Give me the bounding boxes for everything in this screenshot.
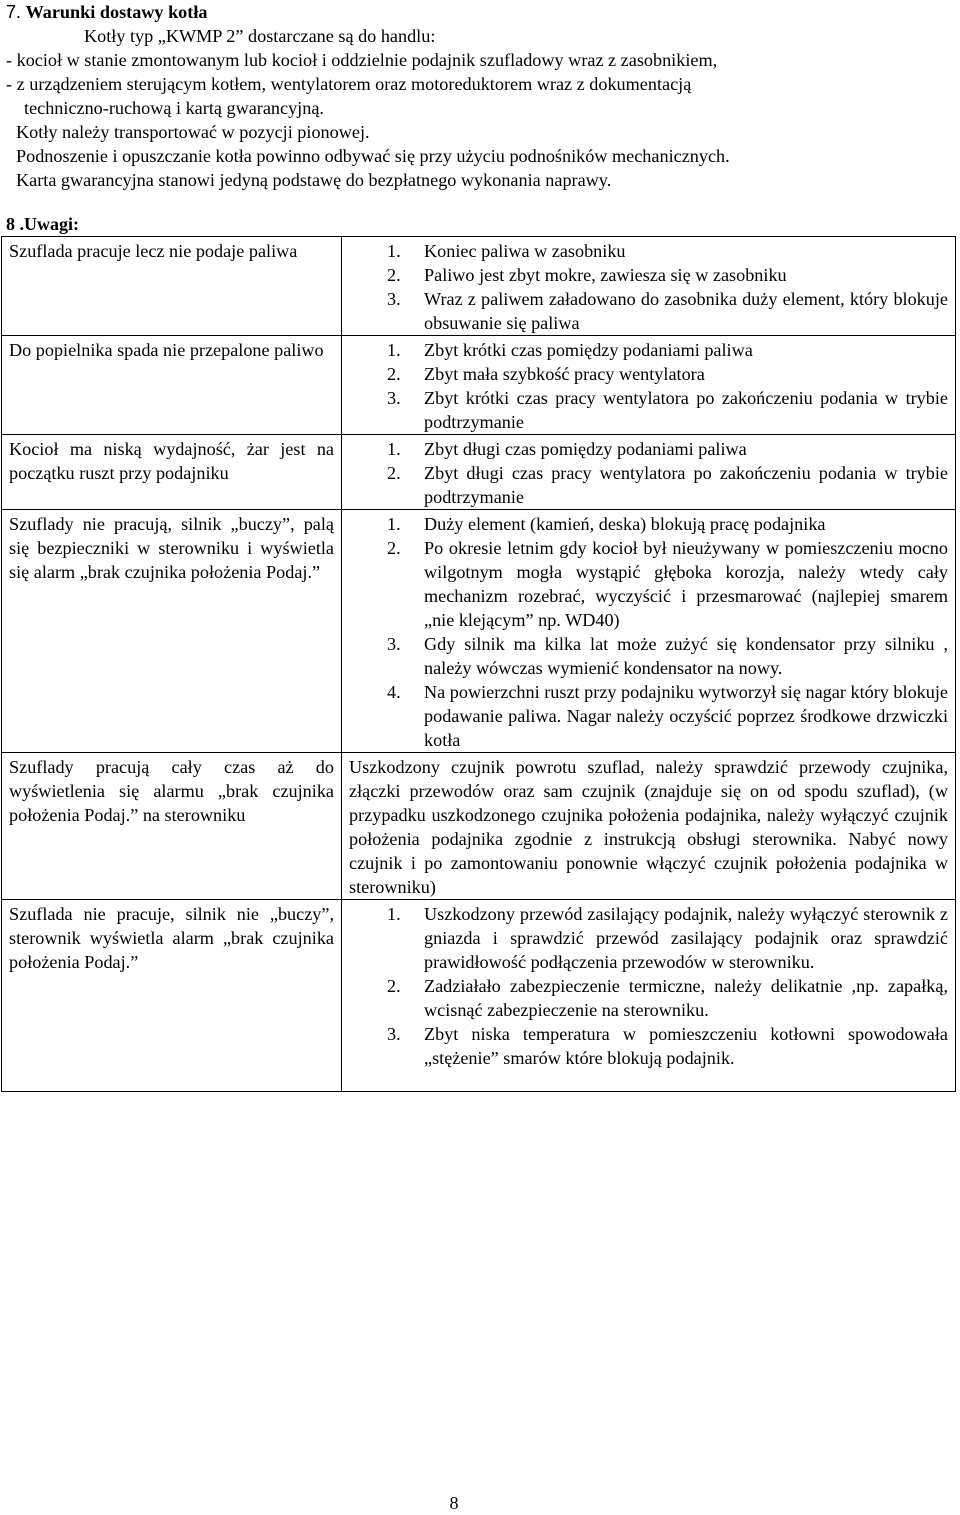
list-item: [349, 1022, 948, 1070]
cause-cell: [342, 435, 956, 510]
item-number: 2.: [387, 463, 401, 483]
table-row: [2, 900, 956, 1092]
section-7-line: Podnoszenie i opuszczanie kotła powinno odbywać się przy użyciu podnośników mechanicznych.: [16, 146, 730, 166]
item-text: Zbyt mała szybkość pracy wentylatora: [424, 364, 705, 384]
problem-cell: Szuflady nie pracują, silnik „buczy”, palą się bezpieczniki w sterowniku i wyświetla się alarm „brak czujnika położenia Podaj.”: [2, 510, 342, 753]
section-7-line: techniczno-ruchową i kartą gwarancyjną.: [24, 98, 324, 118]
section-7-line: Karta gwarancyjna stanowi jedyną podstawę do bezpłatnego wykonania naprawy.: [16, 170, 612, 190]
list-item: [349, 362, 948, 386]
problem-cell: Do popielnika spada nie przepalone paliwo: [2, 336, 342, 435]
item-number: 3.: [387, 1024, 401, 1044]
list-item: [349, 239, 948, 263]
list-item: [349, 437, 948, 461]
table-row: [2, 237, 956, 336]
cause-cell: [342, 237, 956, 336]
item-text: Uszkodzony przewód zasilający podajnik, należy wyłączyć sterownik z gniazda i sprawdzić przewód zasilający podajnik oraz sprawdzić prawidłowość podłączenia przewodów w sterowniku.: [424, 904, 948, 972]
list-item: [349, 536, 948, 632]
cause-list: [349, 338, 948, 434]
item-number: 1.: [387, 340, 401, 360]
section-7-line: Kotły należy transportować w pozycji pionowej.: [16, 122, 370, 142]
item-text: Po okresie letnim gdy kocioł był nieużywany w pomieszczeniu mocno wilgotnym mogła wystąpić głęboka korozja, należy wtedy cały mechanizm rozebrać, wyczyścić i przesmarować (najlepiej smarem „nie klejącym” np. WD40): [424, 538, 948, 630]
item-number: 1.: [387, 514, 401, 534]
item-number: 3.: [387, 634, 401, 654]
item-text: Duży element (kamień, deska) blokują pracę podajnika: [424, 514, 826, 534]
cause-list: [349, 437, 948, 509]
item-text: Zbyt krótki czas pomiędzy podaniami paliwa: [424, 340, 753, 360]
list-item: [349, 461, 948, 509]
problem-cell: Szuflada nie pracuje, silnik nie „buczy”, sterownik wyświetla alarm „brak czujnika położenia Podaj.”: [2, 900, 342, 1092]
item-text: Koniec paliwa w zasobniku: [424, 241, 626, 261]
item-number: 2.: [387, 538, 401, 558]
table-row: [2, 510, 956, 753]
cause-cell: [342, 900, 956, 1092]
problem-cell: Szuflady pracują cały czas aż do wyświetlenia się alarmu „brak czujnika położenia Podaj.” na sterowniku: [2, 753, 342, 900]
item-text: Wraz z paliwem załadowano do zasobnika duży element, który blokuje obsuwanie się paliwa: [424, 289, 948, 333]
item-number: 4.: [387, 682, 401, 702]
section-7-line: - kocioł w stanie zmontowanym lub kocioł i oddzielnie podajnik szufladowy wraz z zasobnikiem,: [6, 50, 718, 70]
section-7-heading: [6, 0, 956, 24]
cause-list: [349, 902, 948, 1070]
item-text: Zbyt długi czas pracy wentylatora po zakończeniu podania w trybie podtrzymanie: [424, 463, 948, 507]
cause-cell: [342, 336, 956, 435]
section-7-line: - z urządzeniem sterującym kotłem, wentylatorem oraz motoreduktorem wraz z dokumentacją: [6, 74, 692, 94]
list-item: [349, 512, 948, 536]
solution-cell: Uszkodzony czujnik powrotu szuflad, należy sprawdzić przewody czujnika, złączki przewodów oraz sam czujnik (znajduje się on od spodu szuflad), (w przypadku uszkodzonego czujnika położenia podajnika, należy wyłączyć czujnik położenia podajnika zgodnie z instrukcją obsługi sterownika. Nabyć nowy czujnik i po zamontowaniu ponownie włączyć czujnik położenia podajnika w sterowniku): [342, 753, 956, 900]
page-number: 8: [449, 1493, 459, 1513]
list-item: [349, 386, 948, 434]
remarks-table: [1, 236, 956, 1092]
problem-cell: Kocioł ma niską wydajność, żar jest na początku ruszt przy podajniku: [2, 435, 342, 510]
item-text: Zadziałało zabezpieczenie termiczne, należy delikatnie ,np. zapałką, wcisnąć zabezpieczenie na sterowniku.: [424, 976, 948, 1020]
section-7: [6, 0, 956, 192]
item-text: Zbyt krótki czas pracy wentylatora po zakończeniu podania w trybie podtrzymanie: [424, 388, 948, 432]
list-item: [349, 632, 948, 680]
section-7-line: Kotły typ „KWMP 2” dostarczane są do handlu:: [84, 26, 436, 46]
item-text: Zbyt długi czas pomiędzy podaniami paliwa: [424, 439, 747, 459]
item-number: 1.: [387, 904, 401, 924]
table-row: [2, 753, 956, 900]
section-7-title: Warunki dostawy kotła: [25, 2, 208, 22]
section-8-heading: 8 .Uwagi:: [6, 214, 79, 234]
problem-cell: Szuflada pracuje lecz nie podaje paliwa: [2, 237, 342, 336]
table-row: [2, 435, 956, 510]
item-number: 1.: [387, 439, 401, 459]
cause-cell: [342, 510, 956, 753]
list-item: [349, 287, 948, 335]
list-item: [349, 338, 948, 362]
list-item: [349, 263, 948, 287]
list-item: [349, 680, 948, 752]
item-text: Na powierzchni ruszt przy podajniku wytworzył się nagar który blokuje podawanie paliwa. Nagar należy oczyścić poprzez środkowe drzwiczki kotła: [424, 682, 948, 750]
list-item: [349, 974, 948, 1022]
list-item: [349, 902, 948, 974]
item-number: 2.: [387, 364, 401, 384]
item-number: 1.: [387, 241, 401, 261]
table-row: [2, 336, 956, 435]
item-number: 2.: [387, 265, 401, 285]
item-text: Paliwo jest zbyt mokre, zawiesza się w zasobniku: [424, 265, 787, 285]
cause-list: [349, 239, 948, 335]
item-number: 3.: [387, 388, 401, 408]
item-number: 2.: [387, 976, 401, 996]
section-7-number: 7.: [6, 2, 22, 22]
cause-list: [349, 512, 948, 752]
item-number: 3.: [387, 289, 401, 309]
item-text: Zbyt niska temperatura w pomieszczeniu kotłowni spowodowała „stężenie” smarów które blokują podajnik.: [424, 1024, 948, 1068]
item-text: Gdy silnik ma kilka lat może zużyć się kondensator przy silniku , należy wówczas wymienić kondensator na nowy.: [424, 634, 948, 678]
